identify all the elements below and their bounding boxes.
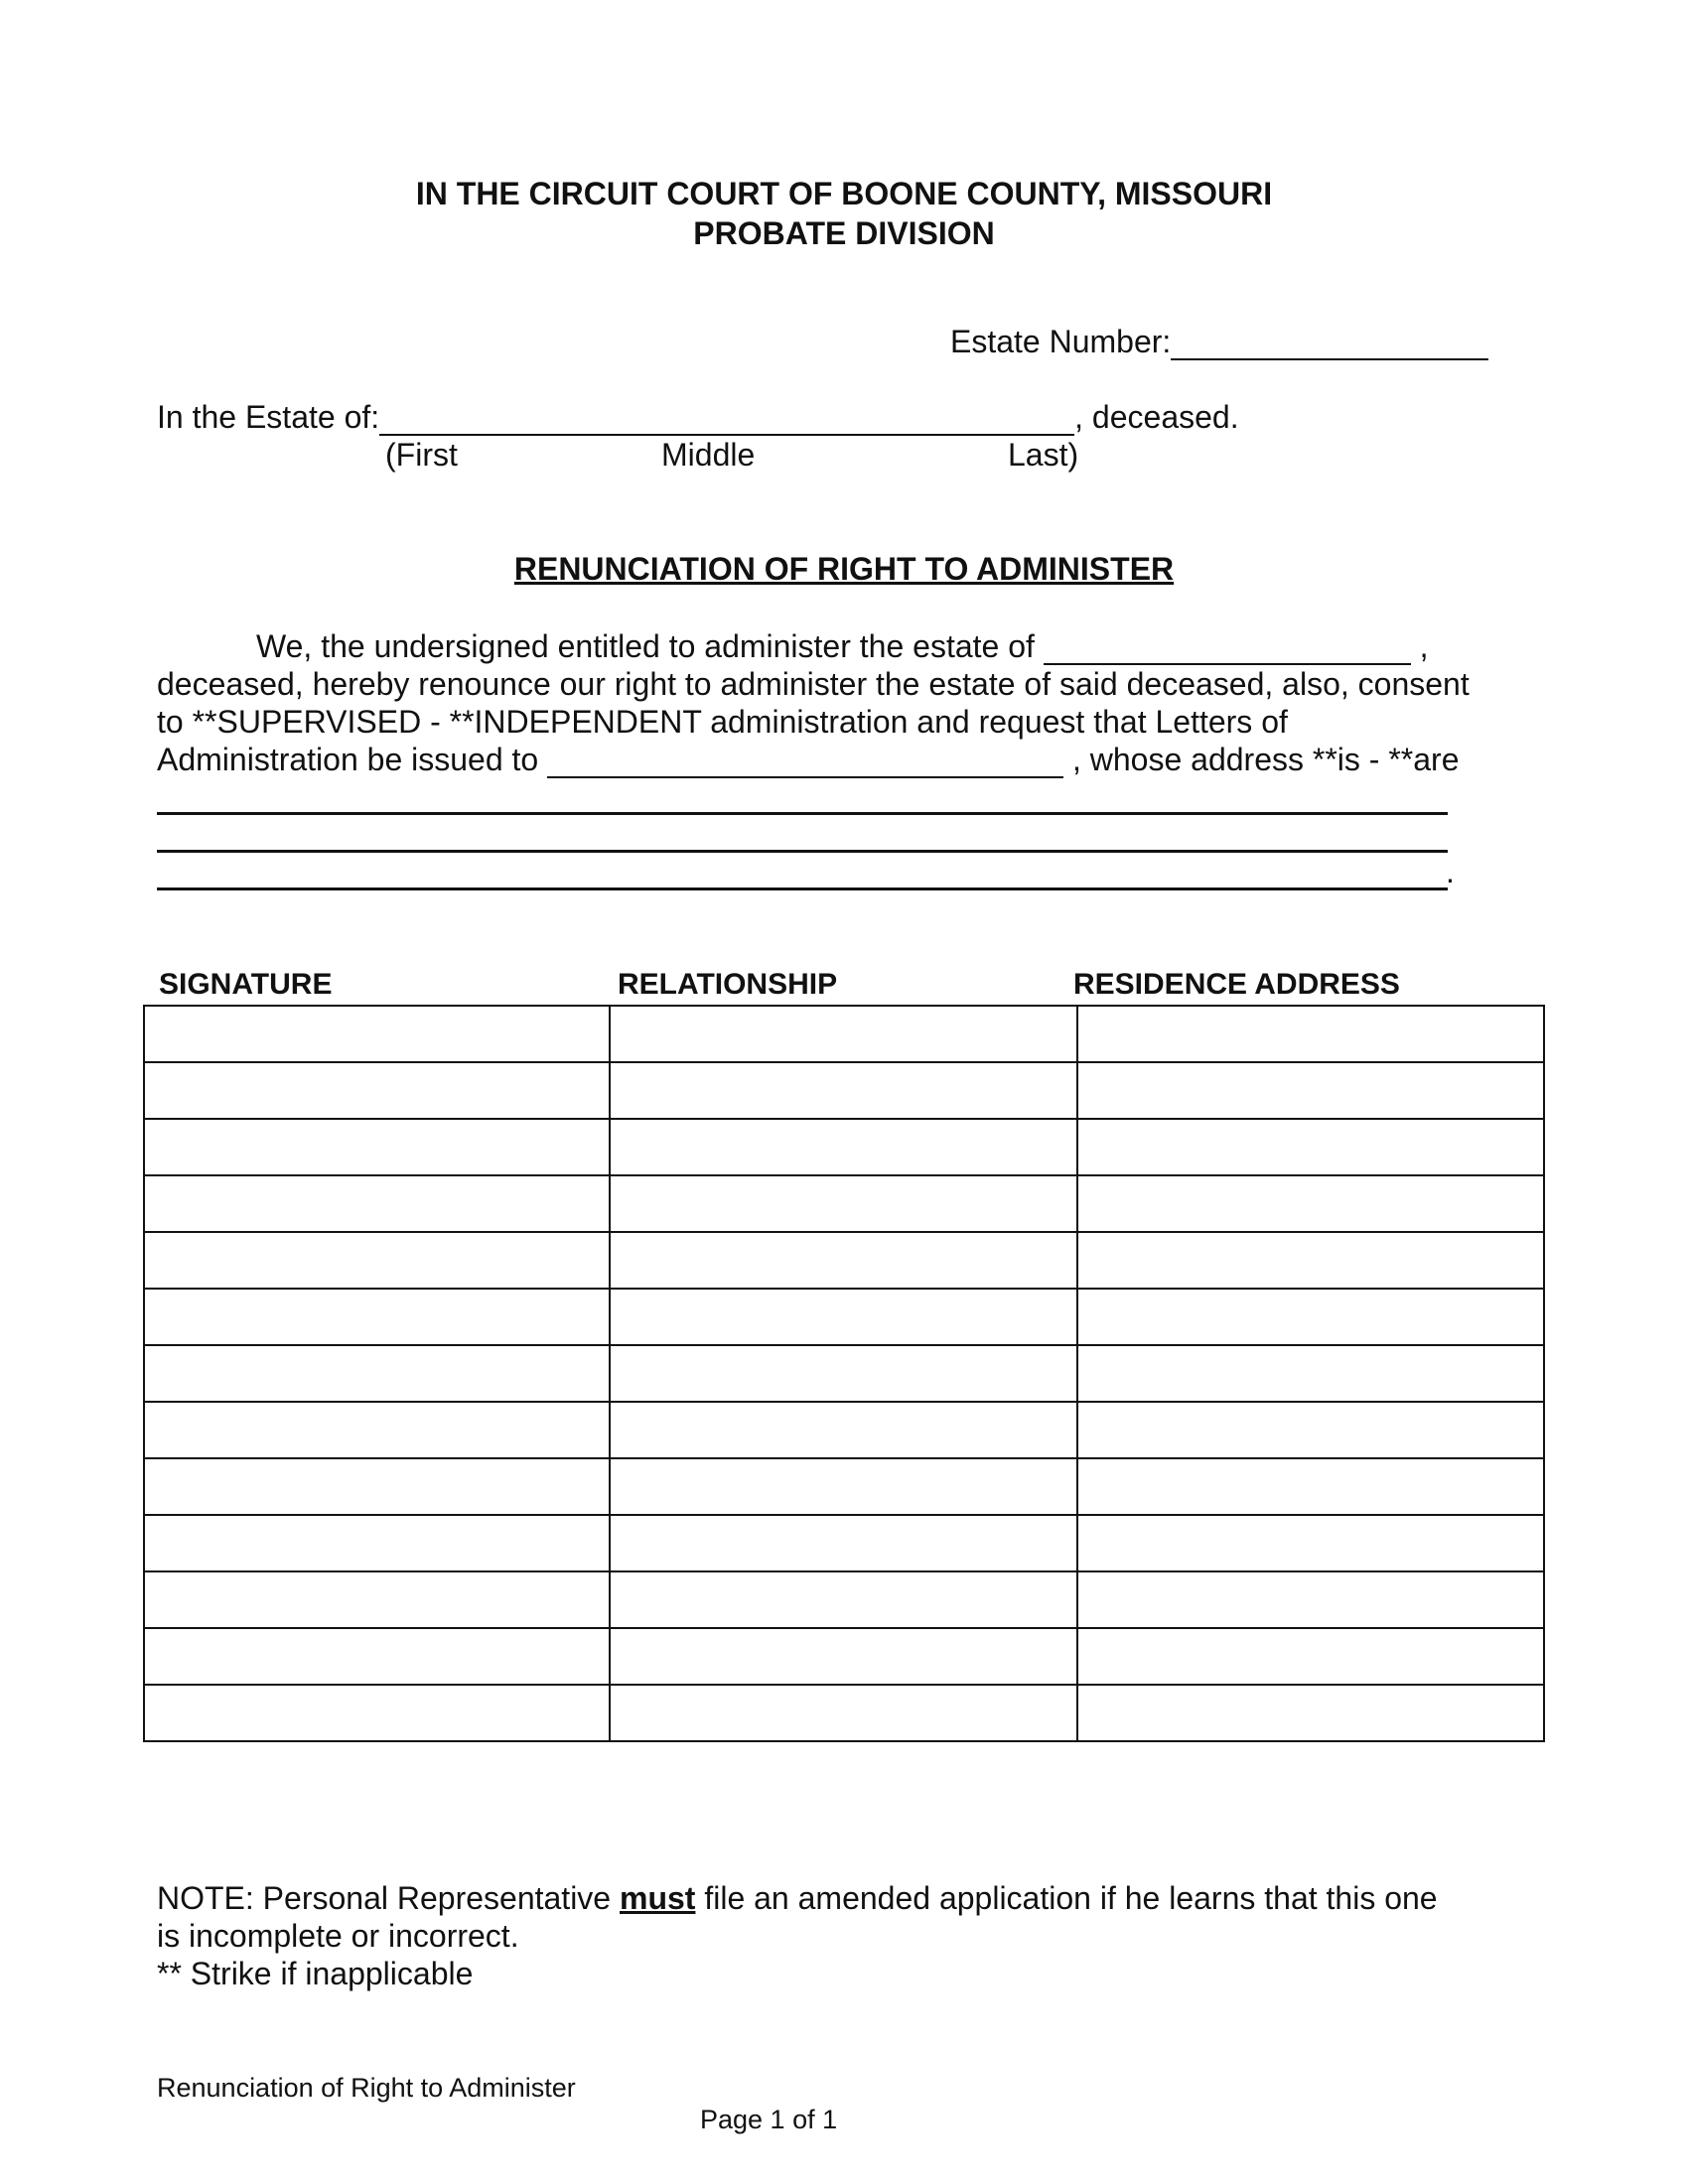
relationship-cell[interactable] bbox=[610, 1628, 1076, 1685]
signature-header: SIGNATURE bbox=[159, 968, 333, 1001]
relationship-cell[interactable] bbox=[610, 1119, 1076, 1175]
note-line2: is incomplete or incorrect. bbox=[157, 1918, 519, 1954]
relationship-cell[interactable] bbox=[610, 1345, 1076, 1402]
residence-address-cell[interactable] bbox=[1077, 1289, 1544, 1345]
address-line-1[interactable] bbox=[157, 812, 1448, 815]
signature-cell[interactable] bbox=[144, 1175, 610, 1232]
residence-address-cell[interactable] bbox=[1077, 1402, 1544, 1458]
signature-cell[interactable] bbox=[144, 1006, 610, 1062]
note-must: must bbox=[619, 1880, 696, 1916]
address-line-3[interactable] bbox=[157, 887, 1448, 890]
address-period: . bbox=[1446, 854, 1455, 889]
estate-number-label: Estate Number: bbox=[950, 324, 1172, 359]
residence-address-cell[interactable] bbox=[1077, 1006, 1544, 1062]
residence-address-cell[interactable] bbox=[1077, 1685, 1544, 1741]
letters-issued-to-field[interactable] bbox=[547, 747, 1063, 778]
relationship-cell[interactable] bbox=[610, 1062, 1076, 1119]
court-header bbox=[0, 174, 1688, 253]
table-row bbox=[144, 1571, 1544, 1628]
relationship-cell[interactable] bbox=[610, 1402, 1076, 1458]
signature-cell[interactable] bbox=[144, 1685, 610, 1741]
table-row bbox=[144, 1628, 1544, 1685]
signature-cell[interactable] bbox=[144, 1515, 610, 1571]
residence-address-cell[interactable] bbox=[1077, 1062, 1544, 1119]
document-title: RENUNCIATION OF RIGHT TO ADMINISTER bbox=[513, 551, 1175, 587]
relationship-header: RELATIONSHIP bbox=[618, 968, 838, 1001]
signature-cell[interactable] bbox=[144, 1571, 610, 1628]
estate-of-row bbox=[157, 399, 1239, 436]
note-text-b: file an amended application if he learns that this one bbox=[704, 1880, 1438, 1916]
table-row bbox=[144, 1006, 1544, 1062]
signature-table bbox=[143, 1005, 1545, 1742]
residence-address-cell[interactable] bbox=[1077, 1571, 1544, 1628]
para-line4-address: , whose address **is - **are bbox=[1071, 742, 1460, 777]
table-row bbox=[144, 1232, 1544, 1289]
signature-cell[interactable] bbox=[144, 1345, 610, 1402]
signature-cell[interactable] bbox=[144, 1628, 610, 1685]
para-line1-text: We, the undersigned entitled to administer the estate of bbox=[256, 628, 1035, 664]
relationship-cell[interactable] bbox=[610, 1232, 1076, 1289]
relationship-cell[interactable] bbox=[610, 1571, 1076, 1628]
table-row bbox=[144, 1175, 1544, 1232]
last-name-label: Last) bbox=[1008, 437, 1079, 473]
table-row bbox=[144, 1458, 1544, 1515]
footer-form-name: Renunciation of Right to Administer bbox=[157, 2073, 576, 2103]
relationship-cell[interactable] bbox=[610, 1289, 1076, 1345]
residence-address-header: RESIDENCE ADDRESS bbox=[1073, 968, 1400, 1001]
para-line1-comma: , bbox=[1419, 628, 1429, 664]
relationship-cell[interactable] bbox=[610, 1006, 1076, 1062]
signature-cell[interactable] bbox=[144, 1402, 610, 1458]
signature-cell[interactable] bbox=[144, 1232, 610, 1289]
first-name-label: (First bbox=[385, 437, 458, 473]
residence-address-cell[interactable] bbox=[1077, 1119, 1544, 1175]
signature-cell[interactable] bbox=[144, 1062, 610, 1119]
residence-address-cell[interactable] bbox=[1077, 1515, 1544, 1571]
table-row bbox=[144, 1345, 1544, 1402]
para-line3: to **SUPERVISED - **INDEPENDENT administration and request that Letters of bbox=[157, 704, 1288, 740]
estate-number-field[interactable] bbox=[1171, 325, 1488, 360]
signature-cell[interactable] bbox=[144, 1119, 610, 1175]
decedent-name-field[interactable] bbox=[379, 400, 1074, 436]
residence-address-cell[interactable] bbox=[1077, 1458, 1544, 1515]
para-line2: deceased, hereby renounce our right to administer the estate of said deceased, also, consent bbox=[157, 666, 1470, 702]
estate-of-field[interactable] bbox=[1044, 633, 1411, 665]
signature-cell[interactable] bbox=[144, 1458, 610, 1515]
table-row bbox=[144, 1062, 1544, 1119]
table-row bbox=[144, 1289, 1544, 1345]
estate-number-row bbox=[950, 324, 1488, 360]
footer-page-number: Page 1 of 1 bbox=[700, 2105, 838, 2134]
table-row bbox=[144, 1402, 1544, 1458]
relationship-cell[interactable] bbox=[610, 1685, 1076, 1741]
residence-address-cell[interactable] bbox=[1077, 1232, 1544, 1289]
note-block bbox=[157, 1879, 1438, 1992]
table-row bbox=[144, 1515, 1544, 1571]
signature-cell[interactable] bbox=[144, 1289, 610, 1345]
residence-address-cell[interactable] bbox=[1077, 1345, 1544, 1402]
table-row bbox=[144, 1685, 1544, 1741]
relationship-cell[interactable] bbox=[610, 1175, 1076, 1232]
note-text-a: NOTE: Personal Representative bbox=[157, 1880, 612, 1916]
relationship-cell[interactable] bbox=[610, 1515, 1076, 1571]
middle-name-label: Middle bbox=[661, 437, 756, 473]
address-line-2[interactable] bbox=[157, 850, 1448, 853]
strike-note: ** Strike if inapplicable bbox=[157, 1956, 474, 1991]
table-row bbox=[144, 1119, 1544, 1175]
estate-of-label: In the Estate of: bbox=[157, 399, 380, 435]
deceased-suffix: , deceased. bbox=[1074, 399, 1239, 435]
relationship-cell[interactable] bbox=[610, 1458, 1076, 1515]
residence-address-cell[interactable] bbox=[1077, 1628, 1544, 1685]
court-name: IN THE CIRCUIT COURT OF BOONE COUNTY, MISSOURI bbox=[415, 176, 1273, 211]
residence-address-cell[interactable] bbox=[1077, 1175, 1544, 1232]
division-name: PROBATE DIVISION bbox=[693, 215, 995, 251]
para-line4-text: Administration be issued to bbox=[157, 742, 539, 777]
renunciation-paragraph bbox=[157, 627, 1547, 778]
